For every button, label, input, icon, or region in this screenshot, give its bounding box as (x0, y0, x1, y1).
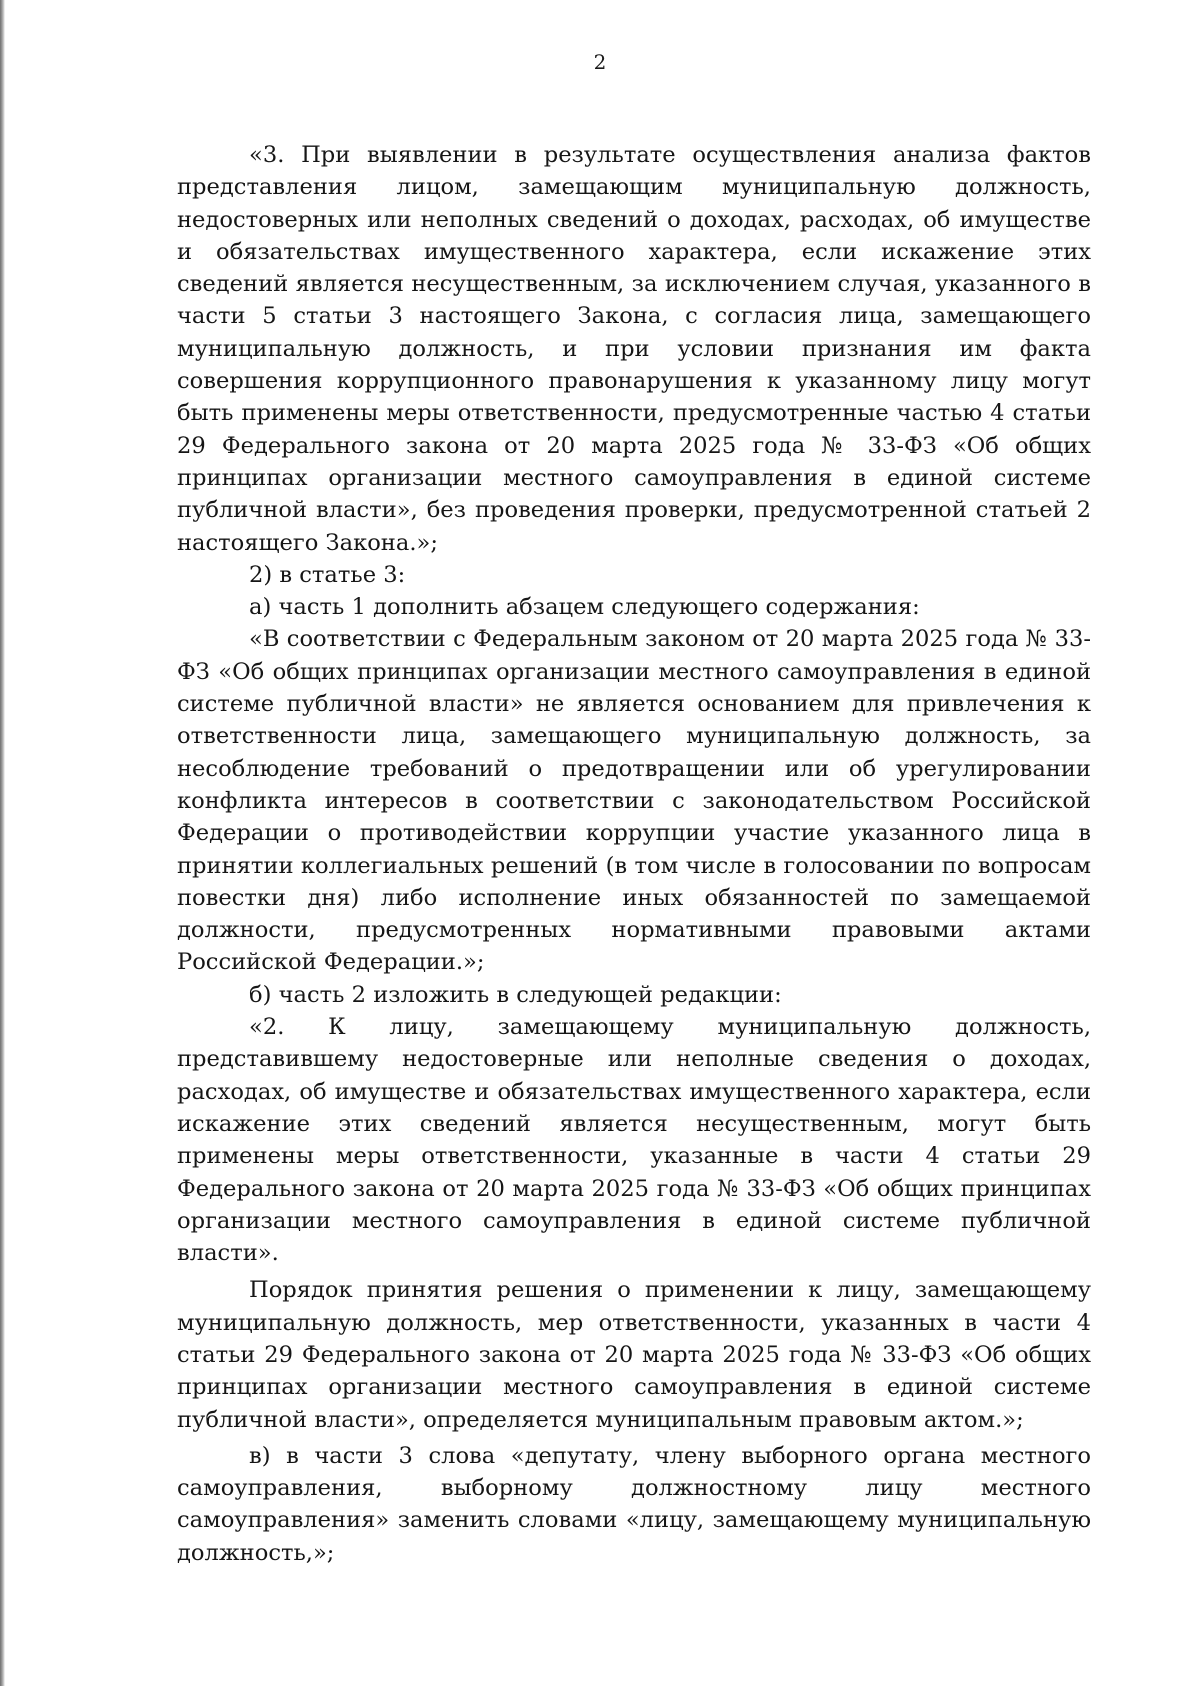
paragraph-part-2-new: «2. К лицу, замещающему муниципальную должность, представившему недостоверные или неполные сведения о доходах, расходах, об имуществе и обязательствах имущественного характера, если искажение этих сведений является несущественным, могут быть применены меры ответственности, указанные в части 4 статьи 29 Федерального закона от 20 марта 2025 года № 33-ФЗ «Об общих принципах организации местного самоуправления в единой системе публичной власти». (177, 1014, 1091, 1267)
paragraph-subitem-b: б) часть 2 изложить в следующей редакции: (249, 981, 782, 1008)
paragraph-subitem-v: в) в части 3 слова «депутату, члену выборного органа местного самоуправления, выборному должностному лицу местного самоуправления» заменить словами «лицу, замещающему муниципальную должность,»; (177, 1442, 1091, 1566)
page-number: 2 (593, 50, 607, 74)
document-body (177, 139, 1091, 1569)
scan-edge-shadow (0, 0, 5, 1686)
paragraph-part-3: «3. При выявлении в результате осуществления анализа фактов представления лицом, замещающим муниципальную должность, недостоверных или неполных сведений о доходах, расходах, об имуществе и обязательствах имущественного характера, если искажение этих сведений является несущественным, за исключением случая, указанного в части 5 статьи 3 настоящего Закона, с согласия лица, замещающего муниципальную должность, и при условии признания им факта совершения коррупционного правонарушения к указанному лицу могут быть применены меры ответственности, предусмотренные частью 4 статьи 29 Федерального закона от 20 марта 2025 года № 33-ФЗ «Об общих принципах организации местного самоуправления в единой системе публичной власти», без проведения проверки, предусмотренной статьей 2 настоящего Закона.»; (177, 142, 1091, 556)
paragraph-quoted-addition: «В соответствии с Федеральным законом от 20 марта 2025 года № 33-ФЗ «Об общих принципах организации местного самоуправления в единой системе публичной власти» не является основанием для привлечения к ответственности лица, замещающего муниципальную должность, за несоблюдение требований о предотвращении или об урегулировании конфликта интересов в соответствии с законодательством Российской Федерации о противодействии коррупции участие указанного лица в принятии коллегиальных решений (в том числе в голосовании по вопросам повестки дня) либо исполнение иных обязанностей по замещаемой должности, предусмотренных нормативными правовыми актами Российской Федерации.»; (177, 626, 1091, 976)
paragraph-subitem-a: а) часть 1 дополнить абзацем следующего содержания: (249, 594, 920, 621)
paragraph-procedure: Порядок принятия решения о применении к лицу, замещающему муниципальную должность, мер ответственности, указанных в части 4 статьи 29 Федерального закона от 20 марта 2025 года № 33-ФЗ «Об общих принципах организации местного самоуправления в единой системе публичной власти», определяется муниципальным правовым актом.»; (177, 1277, 1091, 1433)
paragraph-item-2: 2) в статье 3: (249, 561, 406, 588)
